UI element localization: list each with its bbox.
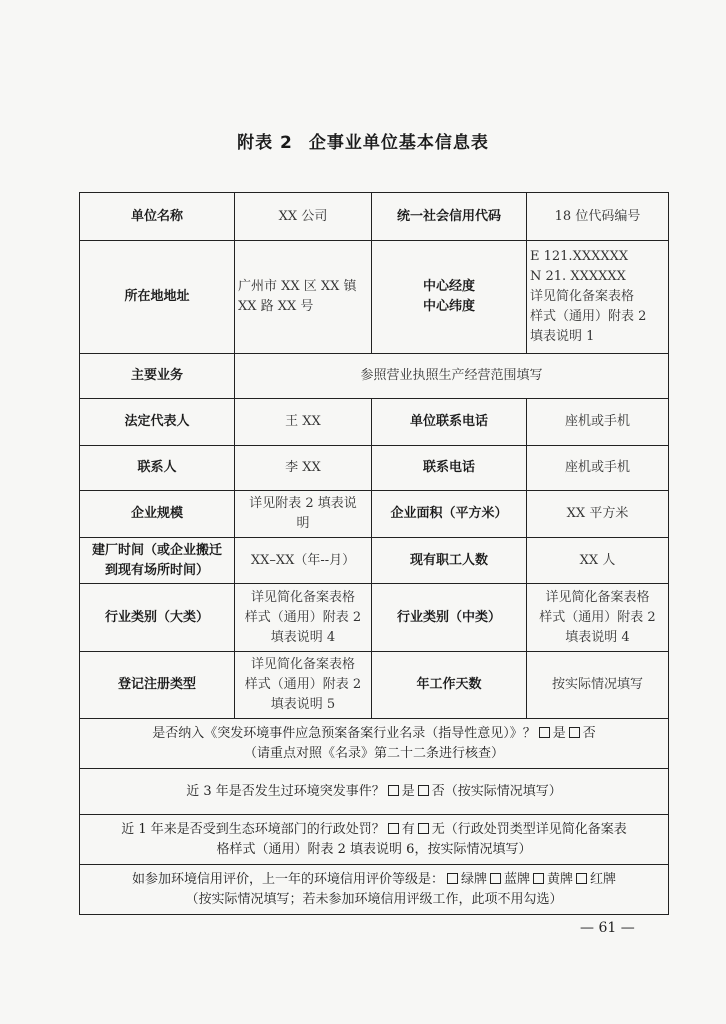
checkbox[interactable] bbox=[418, 823, 429, 834]
staff-count-label: 现有职工人数 bbox=[372, 538, 527, 584]
checkbox[interactable] bbox=[576, 873, 587, 884]
table-row bbox=[80, 815, 669, 865]
registration-type-label: 登记注册类型 bbox=[80, 652, 235, 719]
emergency-list-question: 是否纳入《突发环境事件应急预案备案行业名录（指导性意见）》？ 是 否 （请重点对照《名录》第二十二条进行核查） bbox=[80, 719, 669, 769]
checkbox[interactable] bbox=[447, 873, 458, 884]
scale-value: 详见附表 2 填表说 明 bbox=[235, 491, 372, 538]
work-days-value: 按实际情况填写 bbox=[527, 652, 669, 719]
area-value: XX 平方米 bbox=[527, 491, 669, 538]
table-row bbox=[80, 652, 669, 719]
coordinates-value: E 121.XXXXXX N 21. XXXXXX 详见简化备案表格 样式（通用）附表 2 填表说明 1 bbox=[527, 241, 669, 354]
table-row bbox=[80, 446, 669, 491]
contact-phone-value: 座机或手机 bbox=[527, 446, 669, 491]
incident-history-question: 近 3 年是否发生过环境突发事件？ 是 否（按实际情况填写） bbox=[80, 769, 669, 815]
main-business-label: 主要业务 bbox=[80, 354, 235, 399]
table-row bbox=[80, 193, 669, 241]
founding-time-value: XX–XX（年--月） bbox=[235, 538, 372, 584]
table-row bbox=[80, 538, 669, 584]
table-row bbox=[80, 491, 669, 538]
unit-phone-value: 座机或手机 bbox=[527, 399, 669, 446]
contact-label: 联系人 bbox=[80, 446, 235, 491]
contact-phone-label: 联系电话 bbox=[372, 446, 527, 491]
founding-time-label: 建厂时间（或企业搬迁 到现有场所时间） bbox=[80, 538, 235, 584]
table-row bbox=[80, 865, 669, 915]
checkbox[interactable] bbox=[539, 727, 550, 738]
coordinates-label: 中心经度 中心纬度 bbox=[372, 241, 527, 354]
scale-label: 企业规模 bbox=[80, 491, 235, 538]
title-main: 企事业单位基本信息表 bbox=[308, 133, 489, 153]
credit-code-label: 统一社会信用代码 bbox=[372, 193, 527, 241]
checkbox[interactable] bbox=[388, 823, 399, 834]
address-label: 所在地地址 bbox=[80, 241, 235, 354]
table-row bbox=[80, 399, 669, 446]
page-number: — 61 — bbox=[580, 920, 635, 936]
checkbox[interactable] bbox=[533, 873, 544, 884]
unit-phone-label: 单位联系电话 bbox=[372, 399, 527, 446]
table-row bbox=[80, 719, 669, 769]
table-row bbox=[80, 354, 669, 399]
page-title bbox=[0, 128, 726, 153]
industry-major-value: 详见简化备案表格 样式（通用）附表 2 填表说明 4 bbox=[235, 584, 372, 652]
industry-medium-label: 行业类别（中类） bbox=[372, 584, 527, 652]
legal-rep-label: 法定代表人 bbox=[80, 399, 235, 446]
unit-name-value: XX 公司 bbox=[235, 193, 372, 241]
table-row bbox=[80, 241, 669, 354]
area-label: 企业面积（平方米） bbox=[372, 491, 527, 538]
legal-rep-value: 王 XX bbox=[235, 399, 372, 446]
checkbox[interactable] bbox=[388, 785, 399, 796]
title-prefix: 附表 2 bbox=[237, 133, 293, 153]
main-business-value: 参照营业执照生产经营范围填写 bbox=[235, 354, 669, 399]
staff-count-value: XX 人 bbox=[527, 538, 669, 584]
table-row bbox=[80, 584, 669, 652]
address-value: 广州市 XX 区 XX 镇 XX 路 XX 号 bbox=[235, 241, 372, 354]
checkbox[interactable] bbox=[418, 785, 429, 796]
registration-type-value: 详见简化备案表格 样式（通用）附表 2 填表说明 5 bbox=[235, 652, 372, 719]
checkbox[interactable] bbox=[490, 873, 501, 884]
info-table bbox=[79, 192, 669, 915]
credit-rating-question: 如参加环境信用评价，上一年的环境信用评价等级是： 绿牌 蓝牌 黄牌 红牌 （按实际情况填写；若未参加环境信用评级工作，此项不用勾选） bbox=[80, 865, 669, 915]
unit-name-label: 单位名称 bbox=[80, 193, 235, 241]
industry-major-label: 行业类别（大类） bbox=[80, 584, 235, 652]
checkbox[interactable] bbox=[569, 727, 580, 738]
credit-code-value: 18 位代码编号 bbox=[527, 193, 669, 241]
penalty-question: 近 1 年来是否受到生态环境部门的行政处罚？ 有 无（行政处罚类型详见简化备案表 格样式（通用）附表 2 填表说明 6，按实际情况填写） bbox=[80, 815, 669, 865]
work-days-label: 年工作天数 bbox=[372, 652, 527, 719]
industry-medium-value: 详见简化备案表格 样式（通用）附表 2 填表说明 4 bbox=[527, 584, 669, 652]
contact-value: 李 XX bbox=[235, 446, 372, 491]
table-row bbox=[80, 769, 669, 815]
